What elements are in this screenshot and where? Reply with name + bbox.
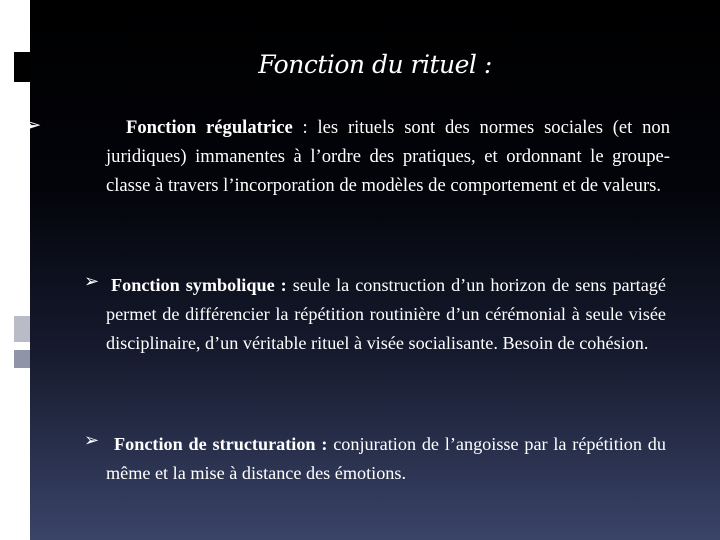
slide-title: Fonction du rituel :: [258, 50, 492, 79]
arrowhead-bullet-icon: ➢: [84, 430, 100, 451]
bullet-regulatrice: [106, 113, 670, 200]
bullet-heading: Fonction symbolique :: [111, 275, 287, 295]
arrowhead-bullet-icon: ➢: [84, 271, 100, 292]
decorative-block-middle: [14, 316, 30, 342]
decorative-block-top: [14, 52, 30, 82]
bullet-structuration: [106, 430, 666, 488]
bullet-symbolique: [106, 271, 666, 358]
arrowhead-bullet-icon: ➢: [23, 113, 42, 138]
bullet-text: conjuration de l’angoisse par la répétition du même et la mise à distance des émotions.: [106, 434, 666, 483]
decorative-block-lower: [14, 350, 30, 368]
bullet-text: seule la construction d’un horizon de sens partagé permet de différencier la répétition routinière d’un cérémonial à seule visée disciplinaire, d’un véritable rituel à visée socialisante. Besoin de cohésion.: [106, 275, 666, 353]
bullet-heading: Fonction régulatrice: [126, 117, 293, 138]
bullet-heading: Fonction de structuration :: [114, 434, 328, 454]
bullet-text: : les rituels sont des normes sociales (et non juridiques) immanentes à l’ordre des pratiques, et ordonnant le groupe-classe à travers l’incorporation de modèles de comportement et de valeurs.: [106, 117, 670, 196]
